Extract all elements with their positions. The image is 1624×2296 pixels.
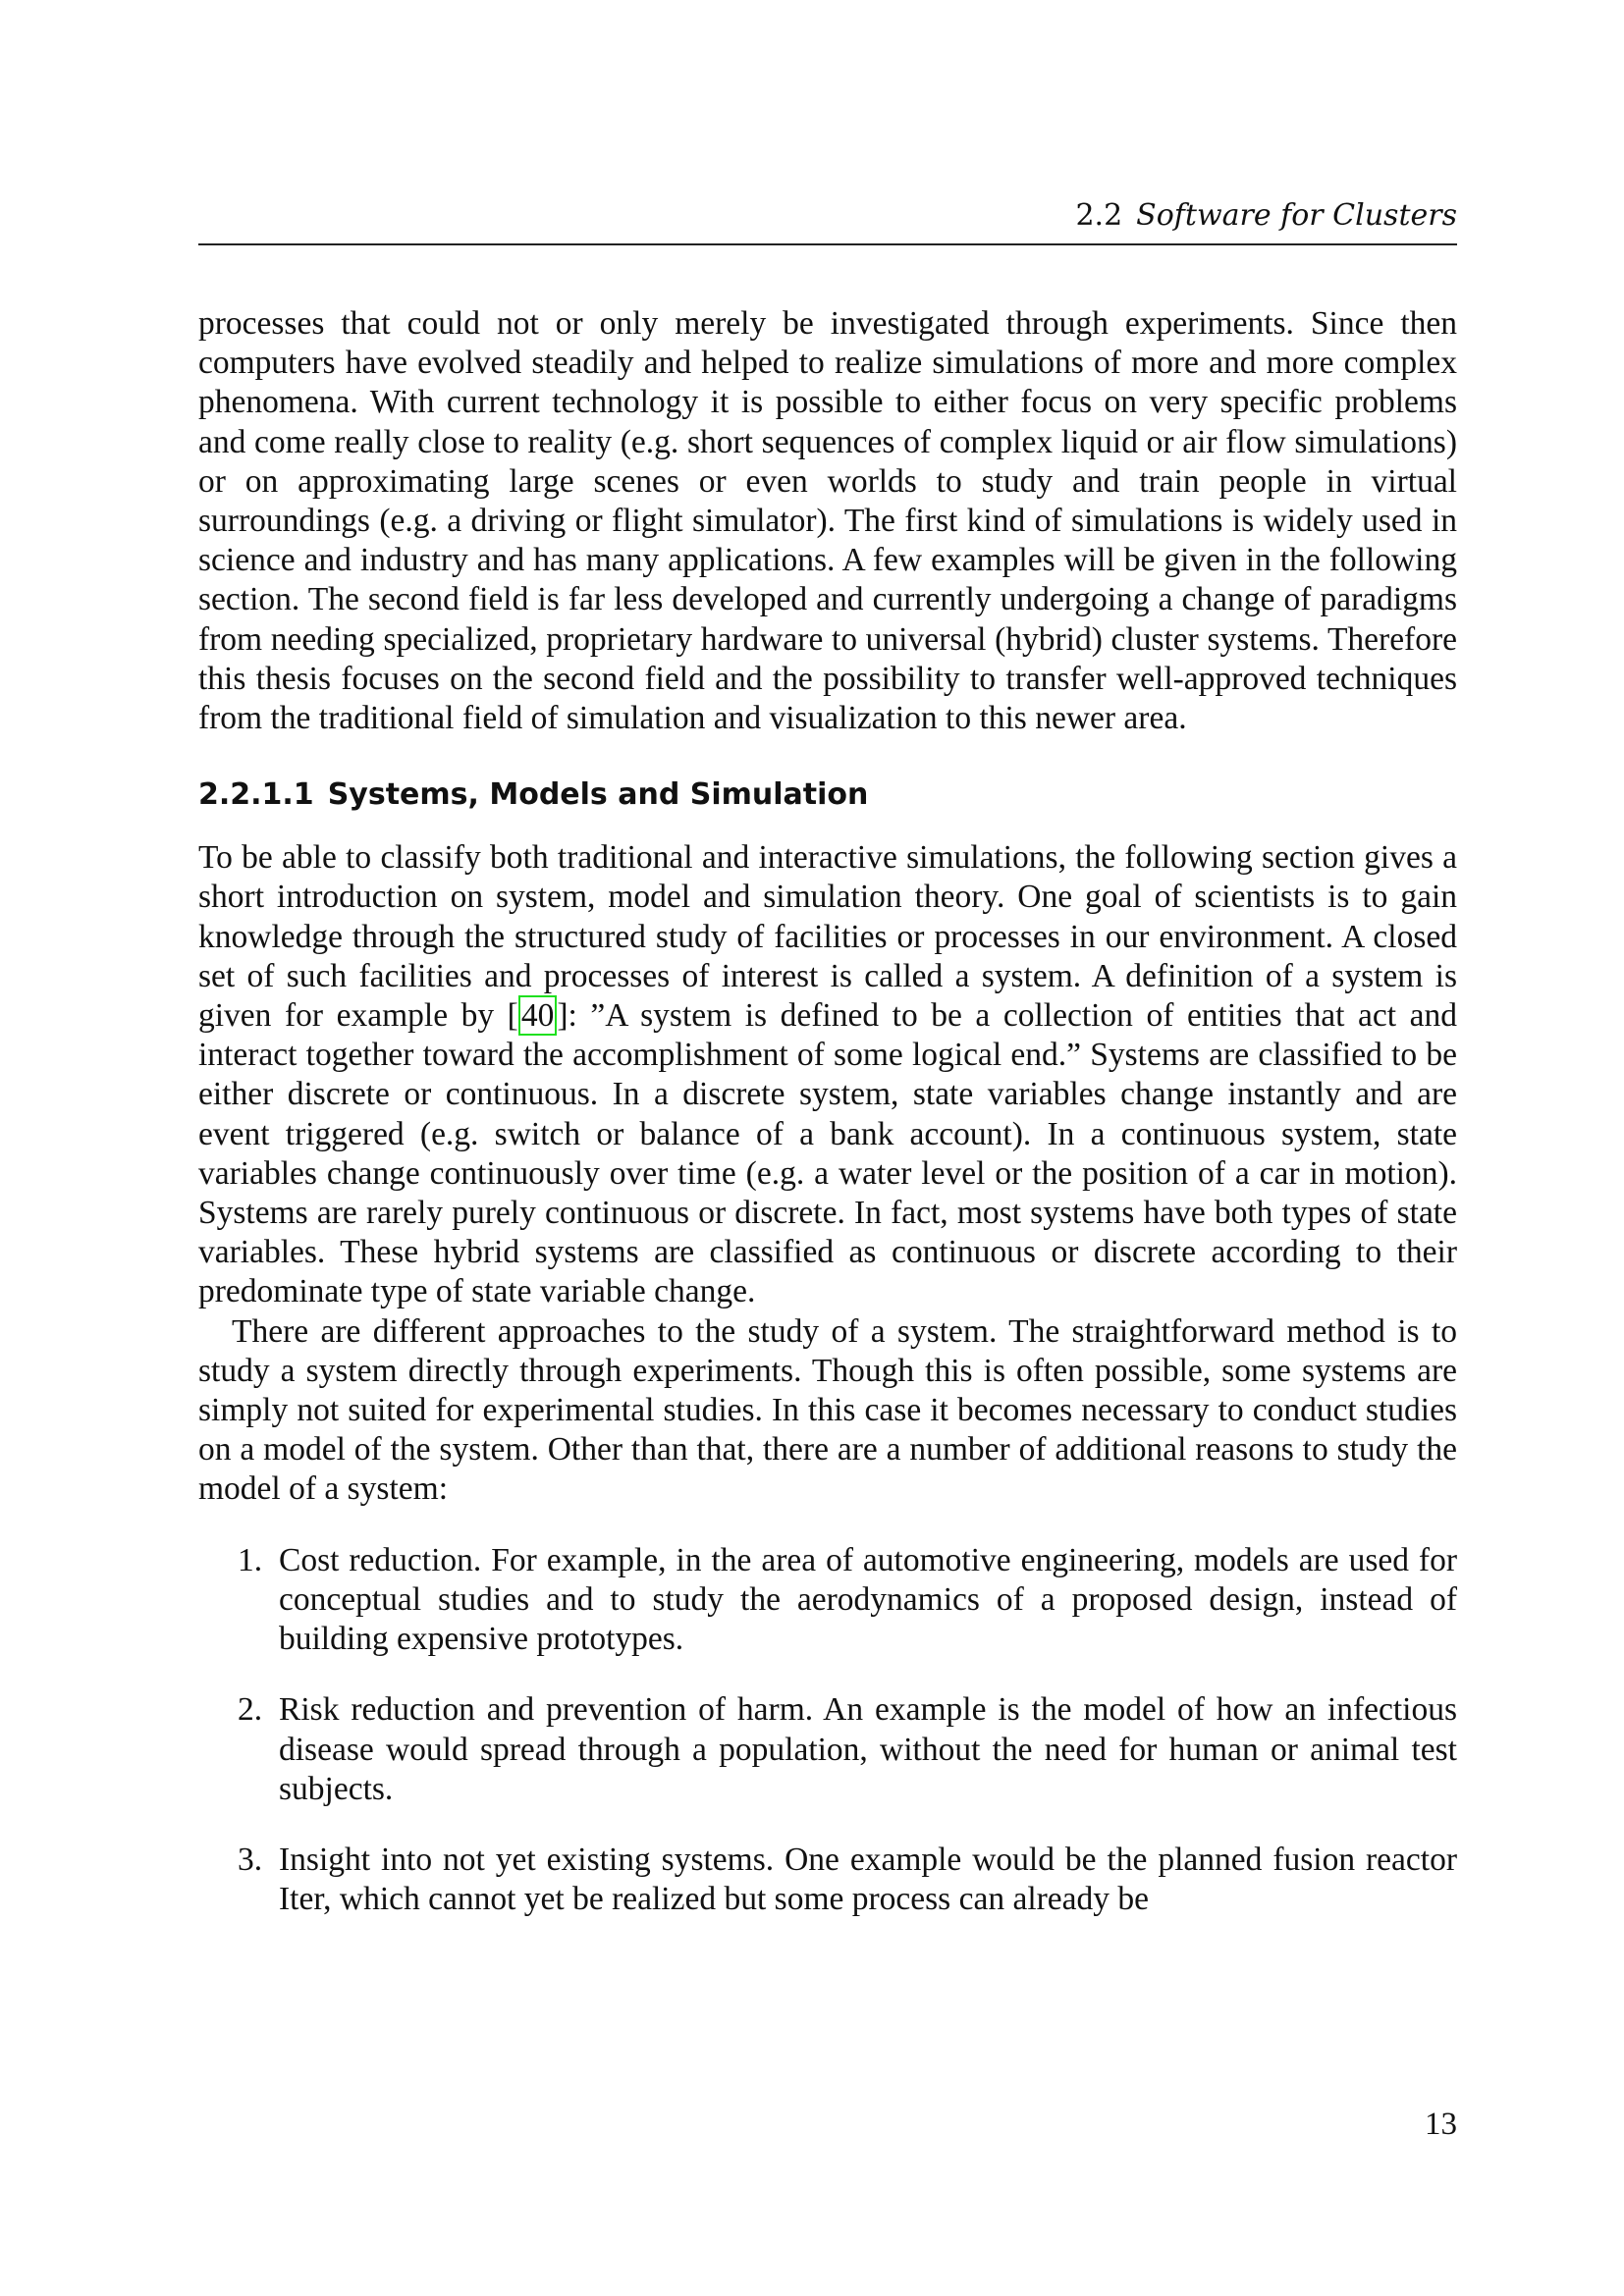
systems-text-after-cite: ]: ”A system is defined to be a collection of entities that act and interact together toward the accomplishment of some logical end.” Systems are classified to be either discrete or continuous. In a discrete system, state variables change instantly and are event triggered (e.g. switch or balance of a bank account). In a continuous system, state variables change continuously over time (e.g. a water level or the position of a car in motion). Systems are rarely purely continuous or discrete. In fact, most systems have both types of state variables. These hybrid systems are classified as continuous or discrete according to their predominate type of state variable change. <box>198 997 1458 1310</box>
list-item-text: Risk reduction and prevention of harm. An example is the model of how an infectious disease would spread through a population, without the need for human or animal test subjects. <box>279 1691 1457 1807</box>
running-header <box>198 192 1457 245</box>
list-item-marker: 1. <box>238 1541 263 1578</box>
subsection-heading <box>198 775 1457 815</box>
reasons-list <box>198 1541 1457 1920</box>
citation-link[interactable]: 40 <box>518 995 558 1036</box>
list-item <box>198 1841 1457 1919</box>
header-section-title: Software for Clusters <box>1136 198 1457 233</box>
subsection-title: Systems, Models and Simulation <box>327 777 869 813</box>
list-item-text: Cost reduction. For example, in the area of automotive engineering, models are used for conceptual studies and to study the aerodynamics of a proposed design, instead of building expensive prototypes. <box>279 1541 1457 1658</box>
systems-text-before-cite: To be able to classify both traditional and interactive simulations, the following section gives a short introduction on system, model and simulation theory. One goal of scientists is to gain knowledge through the structured study of facilities or processes in our environment. A closed set of such facilities and processes of interest is called a system. A definition of a system is given for example by [ <box>198 839 1457 1035</box>
list-item-marker: 2. <box>238 1691 263 1729</box>
list-item-text: Insight into not yet existing systems. One example would be the planned fusion reactor Iter, which cannot yet be realized but some process can already be <box>279 1841 1457 1918</box>
body-text <box>198 304 1457 1950</box>
list-item-marker: 3. <box>238 1841 263 1878</box>
list-item <box>198 1541 1457 1660</box>
page-number: 13 <box>1425 2107 1457 2142</box>
approaches-paragraph: There are different approaches to the study of a system. The straightforward method is to study a system directly through experiments. Though this is often possible, some systems are simply not suited for experimental studies. In this case it becomes necessary to conduct studies on a model of the system. Other than that, there are a number of additional reasons to study the model of a system: <box>198 1312 1457 1508</box>
intro-paragraph: processes that could not or only merely be investigated through experiments. Since then computers have evolved steadily and helped to realize simulations of more and more complex phenomena. With current technology it is possible to either focus on very specific problems and come really close to reality (e.g. short sequences of complex liquid or air flow simulations) or on approximating large scenes or even worlds to study and train people in virtual surroundings (e.g. a driving or flight simulator). The first kind of simulations is widely used in science and industry and has many applications. A few examples will be given in the following section. The second field is far less developed and currently undergoing a change of paradigms from needing specialized, proprietary hardware to universal (hybrid) cluster systems. Therefore this thesis focuses on the second field and the possibility to transfer well-approved techniques from the traditional field of simulation and visualization to this newer area. <box>198 305 1457 737</box>
header-section-number: 2.2 <box>1075 198 1123 233</box>
subsection-number: 2.2.1.1 <box>198 777 314 813</box>
list-item <box>198 1690 1457 1809</box>
systems-paragraph <box>198 838 1457 1311</box>
